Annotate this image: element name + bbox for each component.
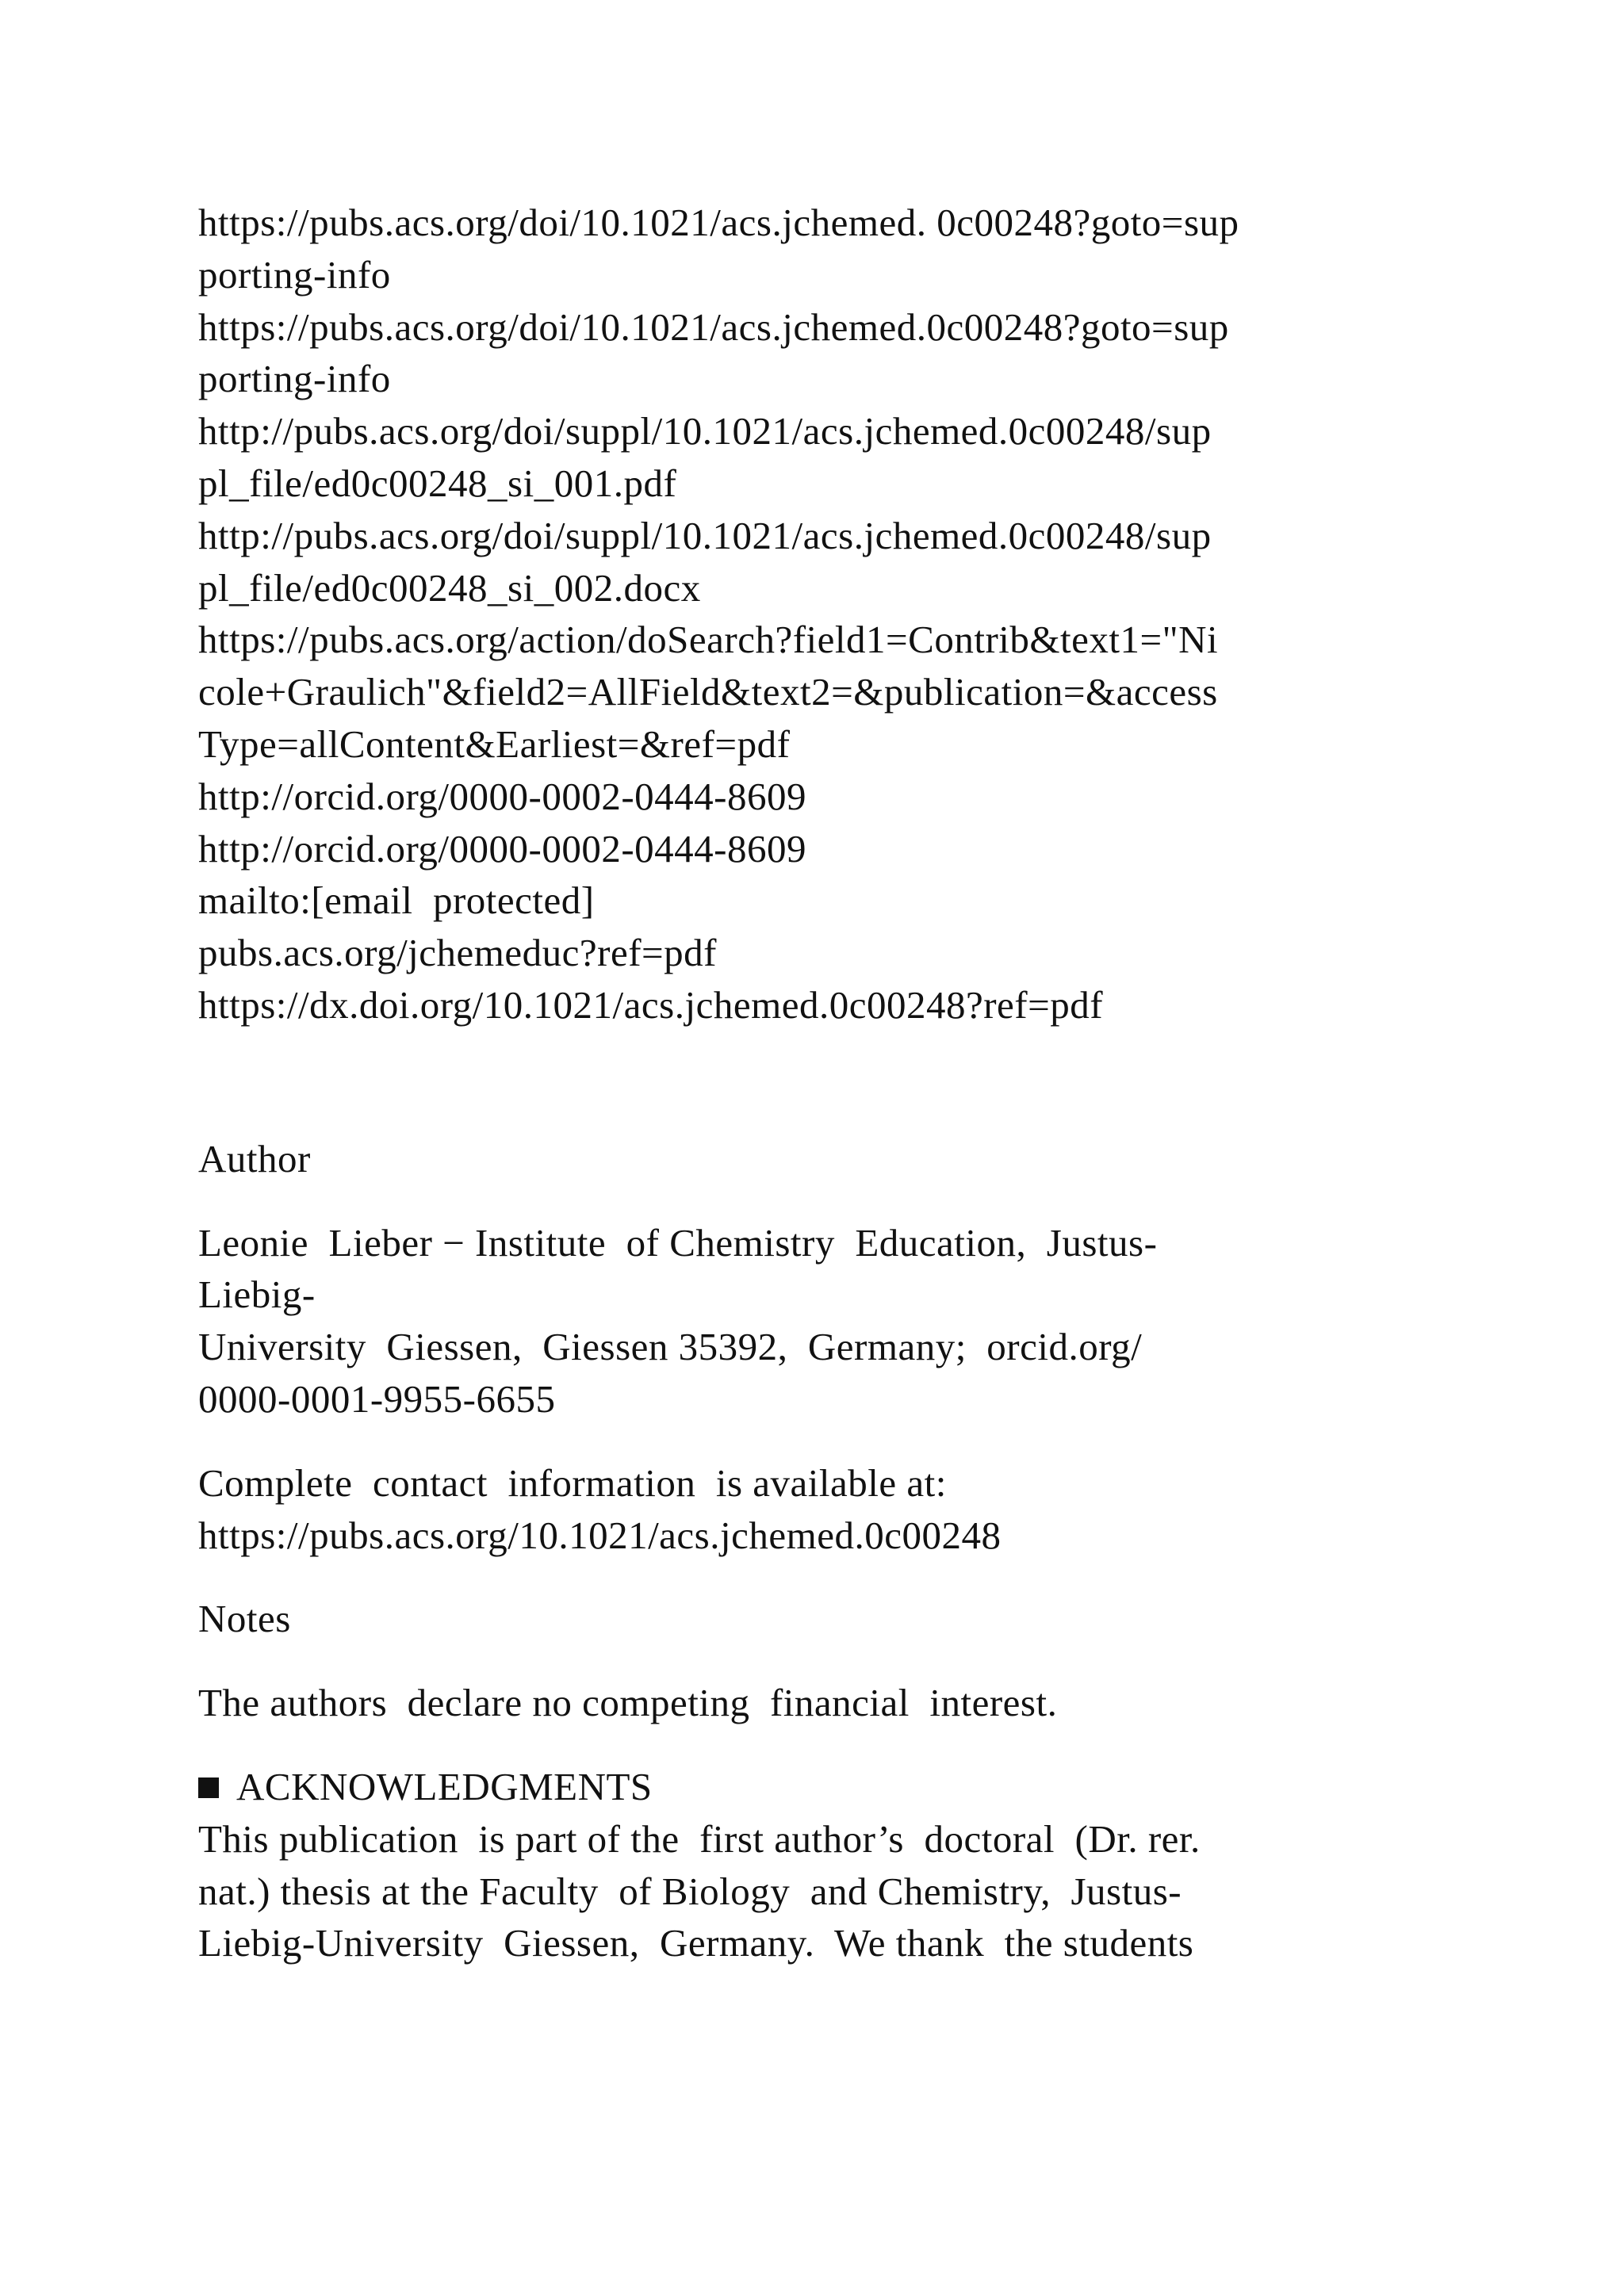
acknowledgments-body [198, 1813, 1435, 1969]
acknowledgments-heading: ACKNOWLEDGMENTS [236, 1764, 653, 1808]
link-line[interactable]: pl_file/ed0c00248_si_002.docx [198, 565, 701, 610]
link-line[interactable]: https://pubs.acs.org/doi/10.1021/acs.jchemed.0c00248?goto=sup [198, 304, 1229, 349]
link-line[interactable]: pubs.acs.org/jchemeduc?ref=pdf [198, 931, 717, 975]
square-bullet-icon [198, 1777, 219, 1798]
link-line[interactable]: http://orcid.org/0000-0002-0444-8609 [198, 826, 806, 871]
link-line[interactable]: porting-info [198, 252, 391, 297]
link-line[interactable]: https://dx.doi.org/10.1021/acs.jchemed.0c00248?ref=pdf [198, 982, 1104, 1027]
author-affiliation [198, 1217, 1435, 1425]
document-page [198, 197, 1435, 1969]
notes-text: The authors declare no competing financial interest. [198, 1681, 1058, 1725]
acknowledgments-heading-row [198, 1761, 1435, 1813]
link-line[interactable]: Type=allContent&Earliest=&ref=pdf [198, 721, 791, 766]
author-line: University Giessen, Giessen 35392, Germany; orcid.org/ [198, 1325, 1143, 1369]
notes-heading: Notes [198, 1597, 291, 1641]
author-heading: Author [198, 1136, 311, 1181]
acknowledgments-line: This publication is part of the first author’s doctoral (Dr. rer. [198, 1816, 1201, 1861]
author-line: 0000-0001-9955-6655 [198, 1376, 556, 1421]
link-list [198, 197, 1435, 1031]
link-line[interactable]: http://pubs.acs.org/doi/suppl/10.1021/acs.jchemed.0c00248/sup [198, 409, 1212, 453]
contact-link[interactable]: https://pubs.acs.org/10.1021/acs.jchemed.0c00248 [198, 1513, 1002, 1557]
link-line[interactable]: cole+Graulich"&field2=AllField&text2=&publication=&access [198, 670, 1218, 714]
link-line[interactable]: porting-info [198, 357, 391, 401]
link-line[interactable]: https://pubs.acs.org/doi/10.1021/acs.jchemed. 0c00248?goto=sup [198, 201, 1239, 244]
link-line[interactable]: https://pubs.acs.org/action/doSearch?field1=Contrib&text1="Ni [198, 618, 1219, 662]
link-line[interactable]: pl_file/ed0c00248_si_001.pdf [198, 461, 677, 505]
acknowledgments-line: nat.) thesis at the Faculty of Biology and Chemistry, Justus- [198, 1869, 1182, 1913]
author-line: Liebig- [198, 1272, 316, 1317]
contact-line: Complete contact information is available at: [198, 1460, 947, 1505]
author-line: Leonie Lieber − Institute of Chemistry Education, Justus- [198, 1220, 1158, 1265]
link-line[interactable]: mailto:[email protected] [198, 878, 595, 923]
link-line[interactable]: http://orcid.org/0000-0002-0444-8609 [198, 774, 806, 818]
acknowledgments-line: Liebig-University Giessen, Germany. We thank the students [198, 1921, 1194, 1965]
link-line[interactable]: http://pubs.acs.org/doi/suppl/10.1021/acs.jchemed.0c00248/sup [198, 513, 1212, 557]
contact-info [198, 1457, 1435, 1562]
